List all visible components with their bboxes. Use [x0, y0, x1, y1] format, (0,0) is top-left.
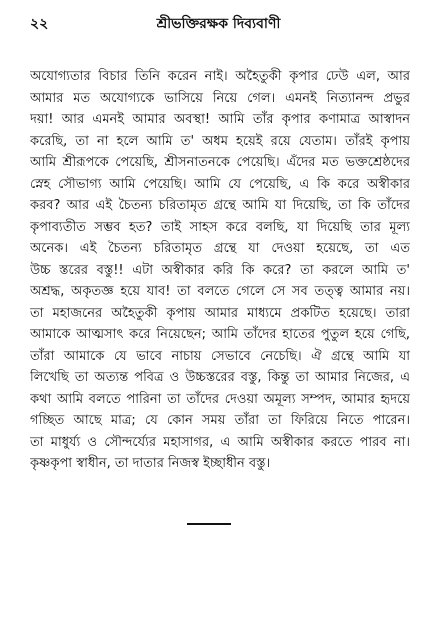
running-title: শ্রীভক্তিরক্ষক দিব্যবাণী [156, 16, 281, 32]
page-number: ২২ [30, 16, 49, 32]
text-line: দয়া! আর এমনই আমার অবস্থা! আমি তাঁর কৃপার কণামাত্র আস্বাদন [30, 112, 410, 127]
text-line: তাঁরা আমাকে যে ভাবে নাচায় সেভাবে নেচেছি। ঐ গ্রন্থে আমি যা [30, 348, 410, 364]
text-line: কথা আমি বলতে পারিনা তা তাঁদের দেওয়া অমূল্য সম্পদ, আমার হৃদয়ে [30, 391, 410, 407]
text-line: লিখেছি তা অত্যন্ত পবিত্র ও উচ্চস্তরের বস্তু, কিন্তু তা আমার নিজের, এ [30, 370, 410, 385]
text-line: তা মহাজনের অহৈতুকী কৃপায় আমার মাধ্যমে প্রকটিত হয়েছে। তারা [30, 305, 410, 321]
page-header [30, 12, 407, 34]
text-line-final: কৃষ্ণকৃপা স্বাধীন, তা দাতার নিজস্ব ইচ্ছাধীন বস্তু। [30, 456, 271, 471]
text-line: আমাকে আত্মসাৎ করে নিয়েছেন; আমি তাঁদের হাতের পুতুল হয়ে গেছি, [30, 327, 410, 342]
text-line: উচ্চ স্তরের বস্তু!! এটা অস্বীকার করি কি করে? তা করলে আমি ত' [30, 262, 410, 278]
text-line: আমি শ্রীরূপকে পেয়েছি, শ্রীসনাতনকে পেয়েছি। এঁদের মত ভক্তশ্রেষ্ঠদের [30, 155, 410, 170]
text-line: গচ্ছিত আছে মাত্র; যে কোন সময় তাঁরা তা ফিরিয়ে নিতে পারেন। [30, 413, 410, 428]
body-text [30, 66, 410, 475]
text-line: করব? আর এই চৈতন্য চরিতামৃত গ্রন্থে আমি যা দিয়েছি, তা কি তাঁদের [30, 198, 410, 213]
text-line: কৃপাব্যতীত সম্ভব হত? তাই সাহস করে বলছি, যা দিয়েছি তার মূল্য [30, 219, 410, 235]
text-line: আমার মত অযোগ্যকে ভাসিয়ে নিয়ে গেল। এমনই নিত্যানন্দ প্রভুর [30, 90, 410, 106]
text-line: স্নেহ সৌভাগ্য আমি পেয়েছি। আমি যে পেয়েছি, এ কি করে অস্বীকার [30, 176, 410, 192]
text-line: করেছি, তা না হলে আমি ত' অধম হয়েই রয়ে যেতাম। তাঁরই কৃপায় [30, 133, 410, 149]
text-line: অনেক। এই চৈতন্য চরিতামৃত গ্রন্থে যা দেওয়া হয়েছে, তা এত [30, 241, 410, 256]
text-line: অযোগ্যতার বিচার তিনি করেন নাই। অহৈতুকী কৃপার ঢেউ এল, আর [30, 69, 410, 84]
section-divider [187, 523, 231, 525]
text-line: তা মাধুর্য্য ও সৌন্দর্য্যের মহাসাগর, এ আমি অস্বীকার করতে পারব না। [30, 434, 410, 450]
text-line: অশ্রদ্ধ, অকৃতজ্ঞ হয়ে যাব! তা বলতে গেলে সে সব তত্ত্ব আমার নয়। [30, 284, 410, 299]
